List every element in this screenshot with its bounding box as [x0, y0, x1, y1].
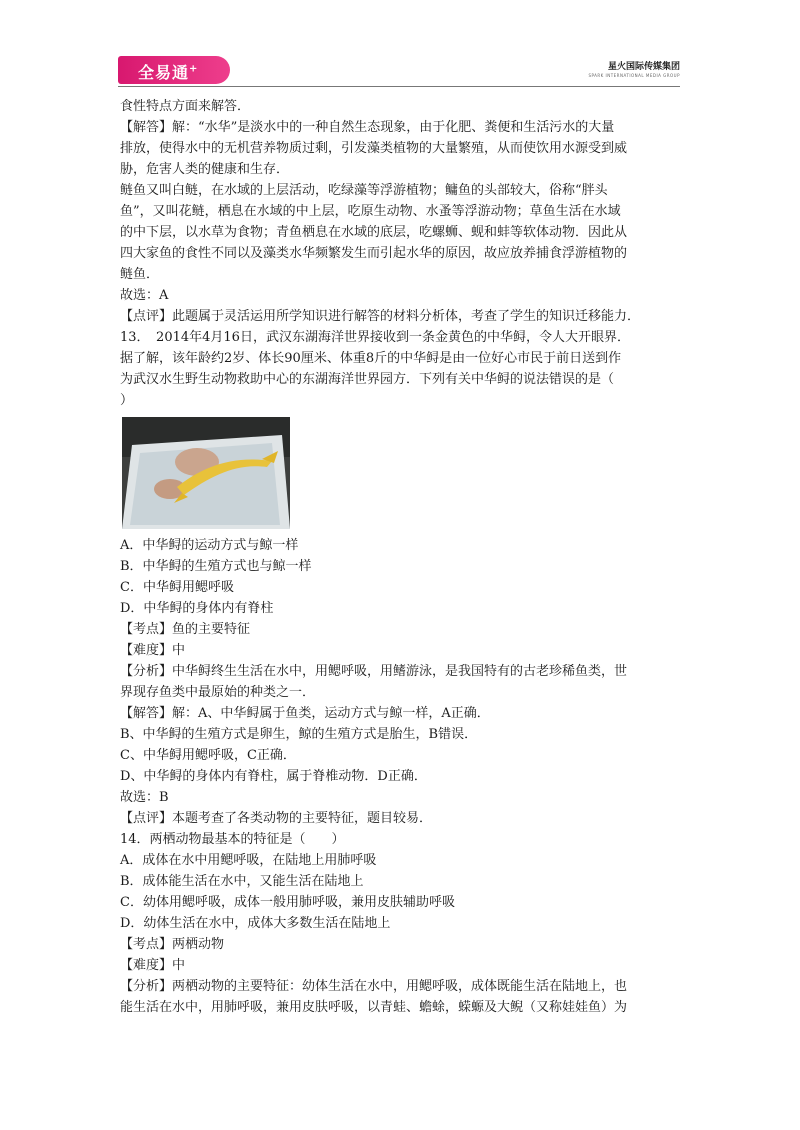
text-line: 排放，使得水中的无机营养物质过剩，引发藻类植物的大量繁殖，从而使饮用水源受到威: [120, 141, 628, 156]
text-line: 故选：A: [120, 288, 169, 303]
text-line: C．幼体用鳃呼吸，成体一般用肺呼吸，兼用皮肤辅助呼吸: [120, 895, 455, 910]
text-line: ）: [120, 393, 134, 408]
text-line: 食性特点方面来解答．: [120, 99, 251, 114]
text-line: 为武汉水生野生动物救助中心的东湖海洋世界园方．下列有关中华鲟的说法错误的是（: [120, 372, 615, 387]
text-line: 【难度】中: [120, 643, 186, 658]
document-body: [120, 96, 682, 1018]
text-line: 界现存鱼类中最原始的种类之一．: [120, 685, 316, 700]
text-line: 四大家鱼的食性不同以及藻类水华频繁发生而引起水华的原因，故应放养捕食浮游植物的: [120, 246, 628, 261]
text-line: 【考点】鱼的主要特征: [120, 622, 251, 637]
header-rule: [118, 86, 680, 87]
text-line: C、中华鲟用鳃呼吸，C正确．: [120, 748, 296, 763]
company-subtitle: SPARK INTERNATIONAL MEDIA GROUP: [588, 73, 680, 78]
text-line: A．中华鲟的运动方式与鲸一样: [120, 538, 299, 553]
text-line: 【解答】解：“水华”是淡水中的一种自然生态现象，由于化肥、粪便和生活污水的大量: [120, 120, 615, 135]
text-line: C．中华鲟用鳃呼吸: [120, 580, 234, 595]
text-line: 鱼”，又叫花鲢，栖息在水域的中上层，吃原生动物、水蚤等浮游动物；草鱼生活在水域: [120, 204, 621, 219]
text-line: B．中华鲟的生殖方式也与鲸一样: [120, 559, 312, 574]
text-line: D．中华鲟的身体内有脊柱: [120, 601, 274, 616]
text-line: 故选：B: [120, 790, 169, 805]
text-line: 13． 2014年4月16日，武汉东湖海洋世界接收到一条金黄色的中华鲟，令人大开眼界．: [120, 330, 630, 345]
text-line: B．成体能生活在水中，又能生活在陆地上: [120, 874, 364, 889]
text-line: 鲢鱼又叫白鲢，在水域的上层活动，吃绿藻等浮游植物；鳙鱼的头部较大，俗称“胖头: [120, 183, 608, 198]
text-line: 【解答】解：A、中华鲟属于鱼类，运动方式与鲸一样，A正确．: [120, 706, 490, 721]
text-line: 胁，危害人类的健康和生存．: [120, 162, 290, 177]
text-line: 【分析】中华鲟终生生活在水中，用鳃呼吸，用鳍游泳，是我国特有的古老珍稀鱼类，世: [120, 664, 628, 679]
text-line: 14．两栖动物最基本的特征是（ ）: [120, 832, 345, 847]
text-line: 能生活在水中，用肺呼吸，兼用皮肤呼吸，以青蛙、蟾蜍，蝾螈及大鲵（又称娃娃鱼）为: [120, 1000, 628, 1015]
logo: [118, 56, 230, 84]
text-line: 【点评】本题考查了各类动物的主要特征，题目较易．: [120, 811, 433, 826]
text-line: A．成体在水中用鳃呼吸，在陆地上用肺呼吸: [120, 853, 377, 868]
sturgeon-image: [122, 417, 290, 529]
text-line: 据了解，该年龄约2岁、体长90厘米、体重8斤的中华鲟是由一位好心市民于前日送到作: [120, 351, 622, 366]
text-line: 【考点】两栖动物: [120, 937, 225, 952]
page-header: [118, 56, 680, 86]
company-block: [588, 59, 680, 78]
text-line: 【点评】此题属于灵活运用所学知识进行解答的材料分析体，考查了学生的知识迁移能力．: [120, 309, 641, 324]
logo-text: 全易通+: [138, 63, 199, 82]
text-line: D．幼体生活在水中，成体大多数生活在陆地上: [120, 916, 391, 931]
text-line: 【分析】两栖动物的主要特征：幼体生活在水中，用鳃呼吸，成体既能生活在陆地上，也: [120, 979, 628, 994]
sturgeon-photo: [122, 417, 290, 529]
text-line: 鲢鱼．: [120, 267, 160, 282]
text-line: B、中华鲟的生殖方式是卵生，鲸的生殖方式是胎生，B错误．: [120, 727, 478, 742]
company-name: 星火国际传媒集团: [607, 62, 680, 72]
text-line: D、中华鲟的身体内有脊柱，属于脊椎动物．D正确．: [120, 769, 427, 784]
text-line: 【难度】中: [120, 958, 186, 973]
text-line: 的中下层，以水草为食物；青鱼栖息在水域的底层，吃螺蛳、蚬和蚌等软体动物．因此从: [120, 225, 628, 240]
